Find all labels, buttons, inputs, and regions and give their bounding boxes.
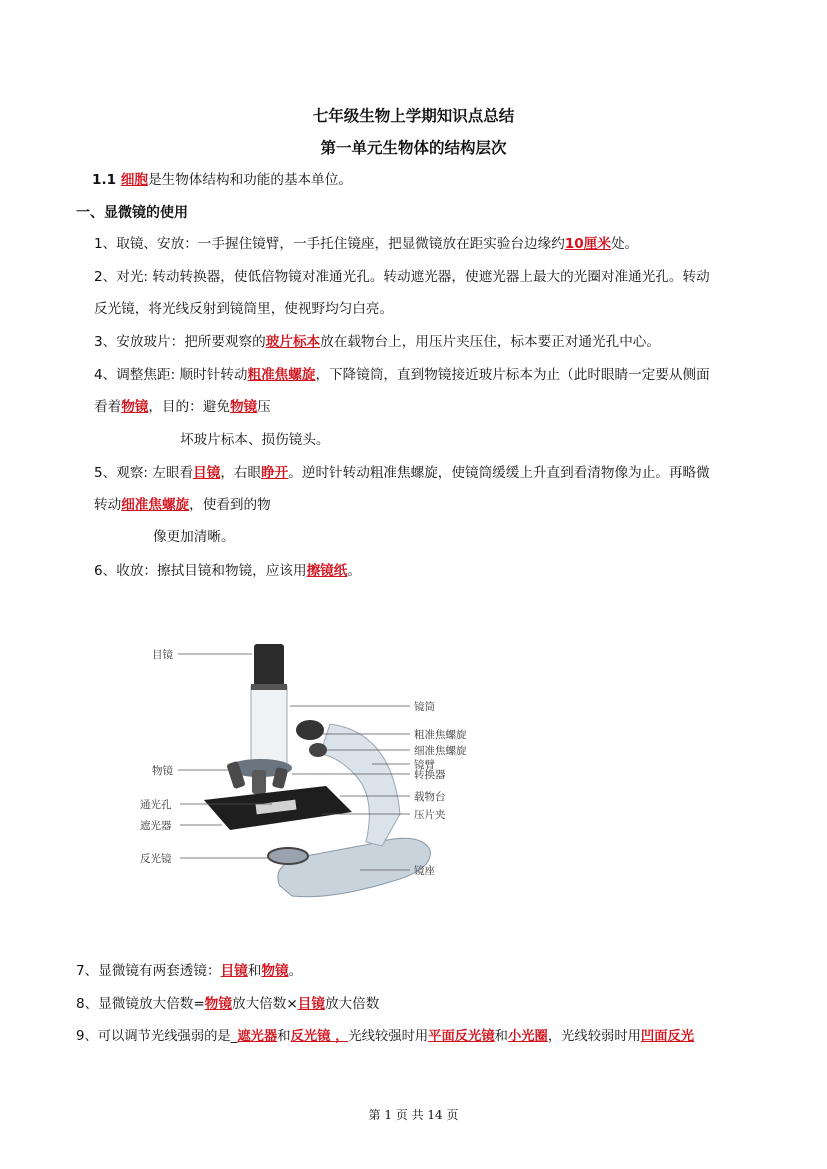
keyword: 物镜: [204, 996, 232, 1012]
item-text: 看着: [94, 399, 122, 415]
item-text: 压: [257, 399, 271, 415]
keyword: 目镜: [220, 963, 248, 979]
point-1-1: [92, 170, 352, 190]
label-eyepiece: 目镜: [152, 649, 173, 661]
item-text: 。: [347, 563, 361, 579]
label-base: 镜座: [414, 865, 435, 877]
mirror-shape: [268, 848, 308, 864]
item-text: 和: [494, 1029, 508, 1044]
keyword: 物镜: [229, 399, 258, 415]
item-text: 6、收放：擦拭目镜和物镜，应该用: [94, 563, 307, 579]
label-mirror: 反光镜: [140, 853, 172, 865]
item-text: ，目的：避免: [148, 399, 230, 415]
keyword: 擦镜纸: [306, 563, 348, 579]
label-stage-hole: 通光孔: [140, 799, 172, 811]
keyword: 粗准焦螺旋: [247, 367, 316, 383]
keyword: 睁开: [261, 465, 289, 481]
label-nosepiece: 转换器: [414, 769, 446, 781]
item-text: 8、显微镜放大倍数=: [76, 996, 205, 1012]
item-text: 放大倍数: [324, 996, 380, 1012]
page-footer: 第 1 页 共 14 页: [368, 1108, 459, 1122]
keyword: 平面反光镜: [428, 1029, 495, 1044]
item-text: ，使看到的物: [189, 497, 271, 513]
item-6: [94, 561, 361, 581]
tube-shape: [251, 686, 287, 766]
item-text: 7、显微镜有两套透镜：: [76, 963, 221, 979]
eyepiece-shape: [254, 644, 284, 688]
microscope-diagram: [130, 628, 510, 918]
item-5-line-2: [94, 495, 271, 515]
item-text: 。: [288, 963, 303, 979]
point-number: 1.1: [92, 172, 121, 188]
item-4-line-3: 坏玻片标本、损伤镜头。: [180, 432, 330, 448]
item-3: [94, 332, 660, 352]
keyword-cell: 细胞: [120, 172, 149, 188]
item-2-line-1: 2、对光: 转动转换器，使低倍物镜对准通光孔。转动遮光器，使遮光器上最大的光圈对准通光孔。转动: [94, 269, 710, 285]
item-text: 9、可以调节光线强弱的是_: [76, 1029, 238, 1044]
item-text: 4、调整焦距: 顺时针转动: [94, 367, 248, 383]
item-text: 。逆时针转动粗准焦螺旋，使镜筒缓缓上升直到看清物像为止。再略微: [288, 465, 710, 481]
item-text: ，下降镜筒，直到物镜接近玻片标本为止（此时眼睛一定要从侧面: [315, 367, 710, 383]
label-diaphragm: 遮光器: [140, 820, 172, 832]
arm-shape: [320, 724, 400, 846]
label-arm: 镜臂: [414, 759, 435, 771]
objective-2: [252, 770, 266, 794]
item-8: [76, 994, 379, 1014]
keyword: 反光镜 ，: [290, 1029, 349, 1044]
item-text: ，右眼: [220, 465, 262, 481]
item-text: 和: [247, 963, 262, 979]
keyword: 目镜: [297, 996, 325, 1012]
keyword: 凹面反光: [640, 1029, 695, 1044]
document-title: 七年级生物上学期知识点总结: [312, 106, 515, 125]
keyword: 小光圈: [507, 1029, 548, 1044]
item-text: 放在载物台上，用压片夹压住，标本要正对通光孔中心。: [320, 334, 660, 350]
item-text: 3、安放玻片：把所要观察的: [94, 334, 266, 350]
item-4-line-1: [94, 365, 710, 385]
section-heading: 一、显微镜的使用: [76, 205, 188, 221]
item-text: 1、取镜、安放：一手握住镜臂，一手托住镜座，把显微镜放在距实验台边缘约: [94, 236, 565, 252]
keyword: 目镜: [193, 465, 221, 481]
keyword: 玻片标本: [265, 334, 321, 350]
item-text: 和: [277, 1029, 291, 1044]
item-5-line-1: [94, 463, 710, 483]
item-text: 放大倍数×: [231, 996, 298, 1012]
keyword: 10厘米: [564, 236, 611, 252]
item-text: ，光线较弱时用: [547, 1029, 641, 1044]
keyword: 物镜: [261, 963, 289, 979]
item-9: [76, 1027, 694, 1047]
base-shape: [278, 838, 431, 896]
keyword: 物镜: [121, 399, 149, 415]
item-text: 光线较强时用: [348, 1029, 429, 1044]
item-text: 处。: [610, 236, 639, 252]
label-fine-focus: 细准焦螺旋: [414, 745, 467, 757]
item-5-line-3: 像更加清晰。: [153, 529, 235, 545]
keyword: 遮光器: [237, 1029, 278, 1044]
item-2-line-2: 反光镜，将光线反射到镜筒里，使视野均匀白亮。: [94, 301, 394, 317]
label-stage: 载物台: [414, 791, 446, 803]
label-objective: 物镜: [152, 765, 173, 777]
item-text: 5、观察: 左眼看: [94, 465, 194, 481]
item-4-line-2: [94, 397, 271, 417]
label-coarse-focus: 粗准焦螺旋: [414, 729, 467, 741]
item-text: 转动: [94, 497, 122, 513]
item-1: [94, 234, 638, 254]
item-7: [76, 961, 302, 981]
point-text: 是生物体结构和功能的基本单位。: [148, 172, 352, 188]
label-clip: 压片夹: [414, 809, 446, 821]
label-tube: 镜筒: [414, 701, 435, 713]
eyepiece-collar: [251, 684, 287, 690]
keyword: 细准焦螺旋: [121, 497, 190, 513]
unit-title: 第一单元生物体的结构层次: [320, 138, 507, 157]
fine-knob-shape: [309, 743, 327, 757]
coarse-knob-shape: [296, 720, 324, 740]
